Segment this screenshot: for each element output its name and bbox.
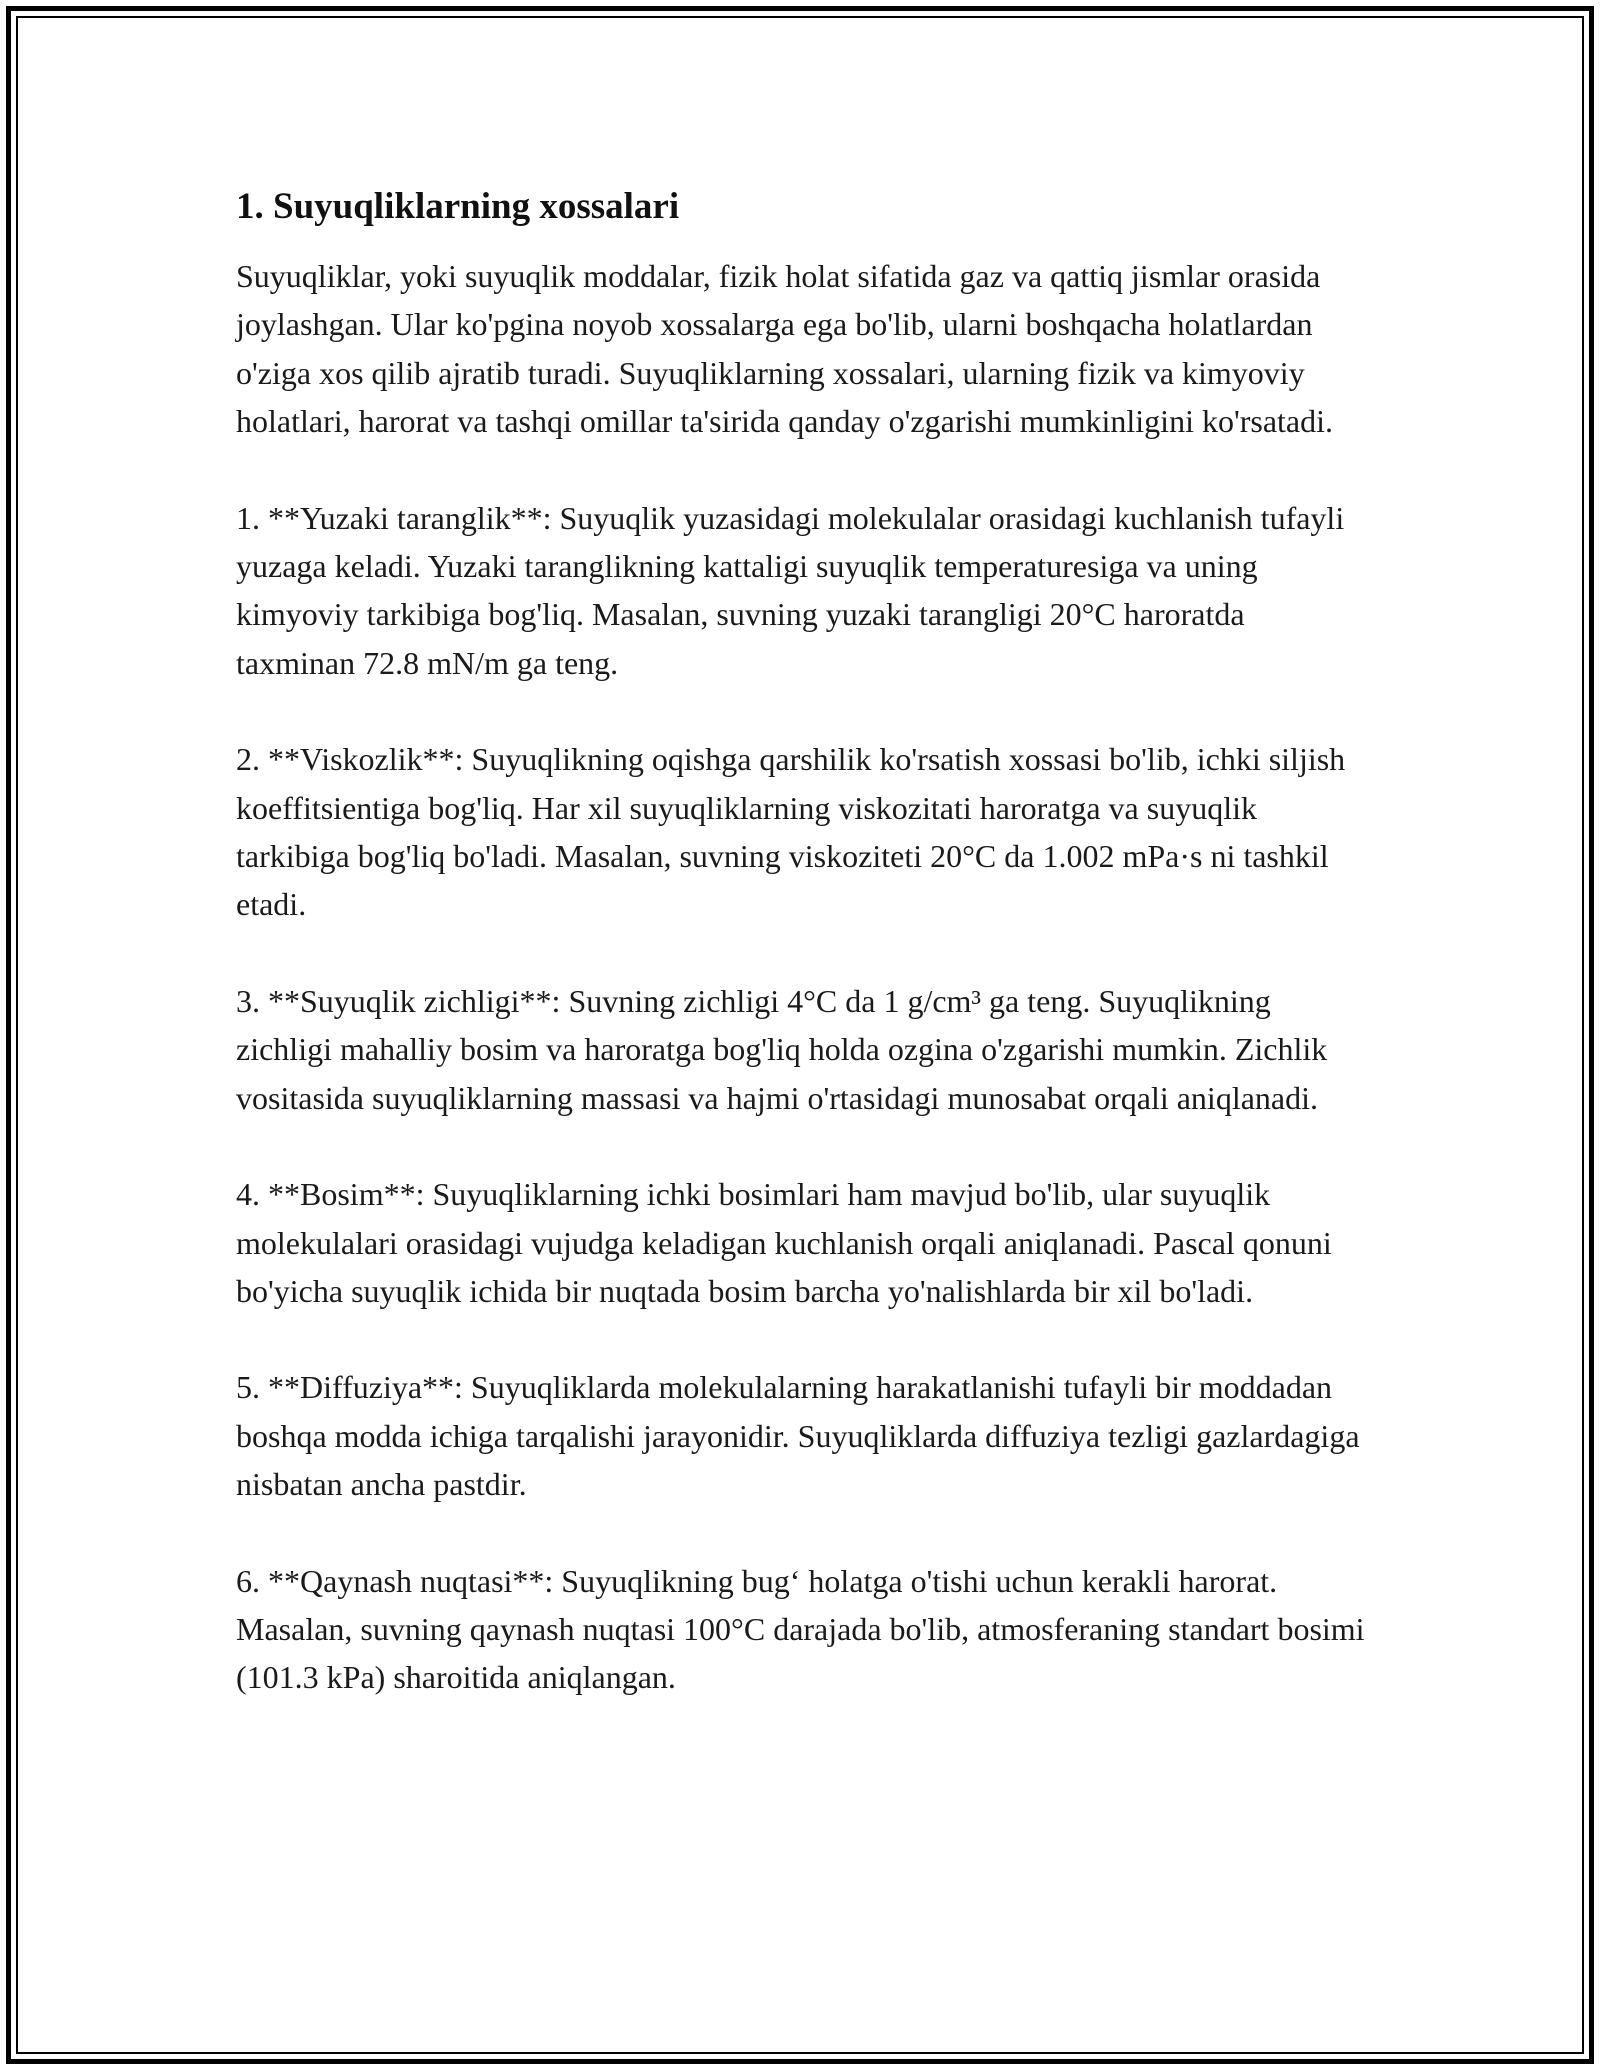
density-paragraph: 3. **Suyuqlik zichligi**: Suvning zichligi 4°C da 1 g/cm³ ga teng. Suyuqlikning zichligi mahalliy bosim va haroratga bog'liq holda ozgina o'zgarishi mumkin. Zichlik vositasida suyuqliklarning massasi va hajmi o'rtasidagi munosabat orqali aniqlanadi. bbox=[236, 982, 1328, 1116]
viscosity-paragraph: 2. **Viskozlik**: Suyuqlikning oqishga qarshilik ko'rsatish xossasi bo'lib, ichki siljish koeffitsientiga bog'liq. Har xil suyuqliklarning viskozitati haroratga va suyuqlik tarkibiga bog'liq bo'ladi. Masalan, suvning viskoziteti 20°C da 1.002 mPa·s ni tashkil etadi. bbox=[236, 741, 1346, 923]
intro-paragraph: Suyuqliklar, yoki suyuqlik moddalar, fizik holat sifatida gaz va qattiq jismlar orasida joylashgan. Ular ko'pgina noyob xossalarga ega bo'lib, ularni boshqacha holatlardan o'ziga xos qilib ajratib turadi. Suyuqliklarning xossalari, ularning fizik va kimyoviy holatlari, harorat va tashqi omillar ta'sirida qanday o'zgarishi mumkinligini ko'rsatadi. bbox=[236, 258, 1334, 440]
document-title: 1. Suyuqliklarning xossalari bbox=[236, 186, 680, 227]
document-body bbox=[236, 182, 1366, 1750]
boiling-point-paragraph: 6. **Qaynash nuqtasi**: Suyuqlikning bug‘ holatga o'tishi uchun kerakli harorat. Masalan, suvning qaynash nuqtasi 100°C darajada bo'lib, atmosferaning standart bosimi (101.3 kPa) sharoitida aniqlangan. bbox=[236, 1562, 1365, 1696]
diffusion-paragraph: 5. **Diffuziya**: Suyuqliklarda molekulalarning harakatlanishi tufayli bir moddadan boshqa modda ichiga tarqalishi jarayonidir. Suyuqliklarda diffuziya tezligi gazlardagiga nisbatan ancha pastdir. bbox=[236, 1369, 1360, 1503]
surface-tension-paragraph: 1. **Yuzaki taranglik**: Suyuqlik yuzasidagi molekulalar orasidagi kuchlanish tufayli yuzaga keladi. Yuzaki taranglikning kattaligi suyuqlik temperaturesiga va uning kimyoviy tarkibiga bog'liq. Masalan, suvning yuzaki tarangligi 20°C haroratda taxminan 72.8 mN/m ga teng. bbox=[236, 499, 1345, 681]
pressure-paragraph: 4. **Bosim**: Suyuqliklarning ichki bosimlari ham mavjud bo'lib, ular suyuqlik molekulalari orasidagi vujudga keladigan kuchlanish orqali aniqlanadi. Pascal qonuni bo'yicha suyuqlik ichida bir nuqtada bosim barcha yo'nalishlarda bir xil bo'ladi. bbox=[236, 1176, 1332, 1309]
